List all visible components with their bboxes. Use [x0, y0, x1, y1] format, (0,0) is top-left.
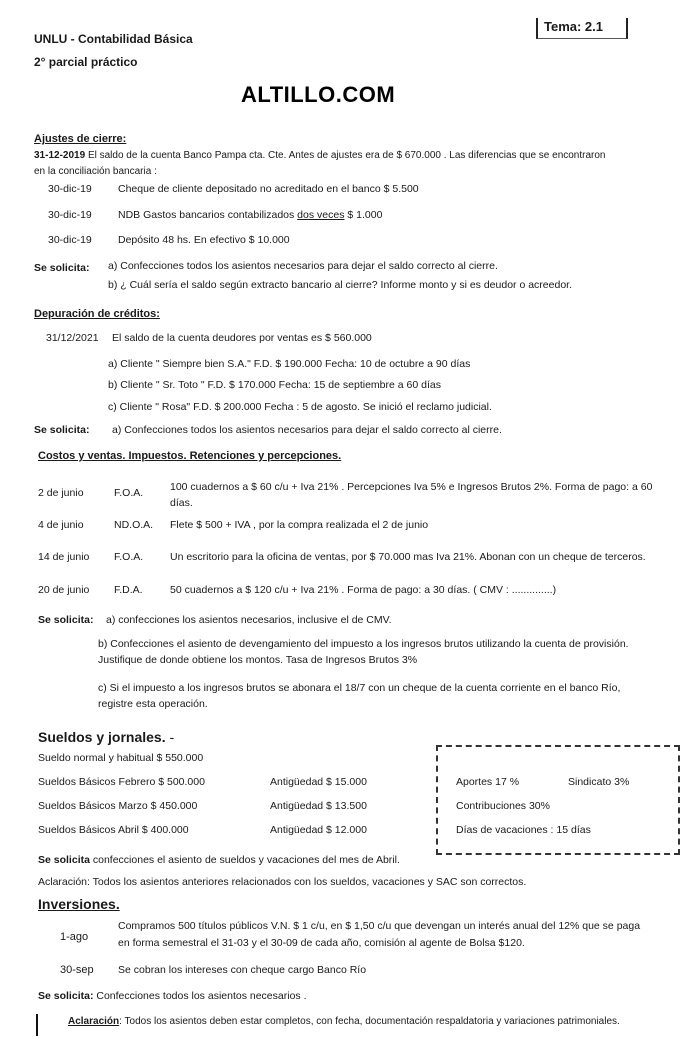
cliente-item: c) Cliente " Rosa" F.D. $ 200.000 Fecha : 5 de agosto. Se inició el reclamo judicial.	[108, 401, 492, 413]
ajustes-item-text-a: NDB Gastos bancarios contabilizados	[118, 209, 298, 221]
solicita-item-a: a) Confecciones todos los asientos necesarios para dejar el saldo correcto al cierre.	[112, 424, 502, 436]
solicita-label: Se solicita	[38, 854, 90, 866]
ajustes-item-date: 30-dic-19	[48, 183, 92, 195]
costos-row-text-cont: días.	[170, 497, 193, 509]
sueldo-normal: Sueldo normal y habitual $ 550.000	[38, 752, 204, 764]
ajustes-intro-date: 31-12-2019	[34, 150, 86, 161]
contribuciones-label: Contribuciones 30%	[456, 800, 550, 812]
cliente-item: b) Cliente " Sr. Toto " F.D. $ 170.000 Fecha: 15 de septiembre a 60 días	[108, 379, 441, 391]
sueldo-basico: Sueldos Básicos Abril $ 400.000	[38, 824, 189, 836]
inversion-row-date: 30-sep	[60, 964, 94, 976]
ajustes-item-date: 30-dic-19	[48, 209, 92, 221]
depuracion-date: 31/12/2021	[46, 332, 99, 344]
sueldos-aclaracion: Aclaración: Todos los asientos anteriores relacionados con los sueldos, vacaciones y SAC son correctos.	[38, 876, 527, 888]
tema-label: Tema: 2.1	[544, 19, 604, 34]
final-aclaracion-text: : Todos los asientos deben estar completos, con fecha, documentación respaldatoria y variaciones patrimoniales.	[119, 1016, 620, 1027]
inversiones-solicita	[38, 990, 307, 1002]
solicita-item-c: c) Si el impuesto a los ingresos brutos se abonara el 18/7 con un cheque de la cuenta corriente en el banco Río,	[98, 682, 621, 694]
costos-row-doc: F.D.A.	[114, 584, 143, 596]
final-aclaracion-label: Aclaración	[68, 1016, 120, 1027]
sueldos-title-text: Sueldos y jornales.	[38, 729, 166, 745]
solicita-label: Se solicita:	[38, 614, 94, 626]
costos-row-date: 2 de junio	[38, 487, 84, 499]
solicita-item-b: b) Confecciones el asiento de devengamiento del impuesto a los ingresos brutos utilizando la cuenta de provisión.	[98, 638, 629, 650]
solicita-text: Confecciones todos los asientos necesarios .	[93, 990, 307, 1002]
margin-bar	[36, 1014, 38, 1036]
ajustes-item-text-underlined: dos veces	[297, 209, 345, 221]
inversion-row-date: 1-ago	[60, 931, 89, 943]
site-watermark: ALTILLO.COM	[241, 82, 396, 107]
ajustes-item-text: Depósito 48 hs. En efectivo $ 10.000	[118, 234, 290, 246]
ajustes-item-text: Cheque de cliente depositado no acreditado en el banco $ 5.500	[118, 183, 419, 195]
costos-row-date: 14 de junio	[38, 551, 90, 563]
inversion-row-text-cont: en forma semestral el 31-03 y el 30-09 de cada año, comisión al agente de Bolsa $120.	[118, 937, 525, 949]
costos-row-date: 4 de junio	[38, 519, 84, 531]
depuracion-intro: El saldo de la cuenta deudores por ventas es $ 560.000	[112, 332, 372, 344]
ajustes-intro-cont: en la conciliación bancaria :	[34, 166, 157, 177]
ajustes-intro-text: El saldo de la cuenta Banco Pampa cta. Cte. Antes de ajustes era de $ 670.000 . Las diferencias que se encontraron	[87, 150, 606, 161]
sueldos-title-dash: -	[169, 729, 175, 745]
aportes-label: Aportes 17 %	[456, 776, 520, 788]
antiguedad: Antigüedad $ 15.000	[270, 776, 367, 788]
solicita-item-b: b) ¿ Cuál sería el saldo según extracto bancario al cierre? Informe monto y si es deudor o acreedor.	[108, 279, 572, 291]
solicita-item-c-cont: registre esta operación.	[98, 698, 208, 710]
sueldos-solicita	[38, 854, 400, 866]
antiguedad: Antigüedad $ 13.500	[270, 800, 367, 812]
section-title-depuracion: Depuración de créditos:	[34, 308, 160, 320]
cliente-item: a) Cliente " Siempre bien S.A." F.D. $ 190.000 Fecha: 10 de octubre a 90 días	[108, 358, 471, 370]
solicita-label: Se solicita:	[34, 424, 90, 436]
section-title-ajustes: Ajustes de cierre:	[34, 133, 127, 145]
vacaciones-label: Días de vacaciones : 15 días	[456, 824, 591, 836]
ajustes-item-text-b: $ 1.000	[344, 209, 383, 221]
antiguedad: Antigüedad $ 12.000	[270, 824, 367, 836]
ajustes-item-date: 30-dic-19	[48, 234, 92, 246]
costos-row-text: Flete $ 500 + IVA , por la compra realizada el 2 de junio	[170, 519, 429, 531]
institution-title: UNLU - Contabilidad Básica	[34, 32, 193, 46]
final-aclaracion	[68, 1016, 620, 1027]
ajustes-intro	[34, 150, 606, 161]
sueldo-basico: Sueldos Básicos Febrero $ 500.000	[38, 776, 205, 788]
solicita-text: confecciones el asiento de sueldos y vacaciones del mes de Abril.	[89, 854, 400, 866]
section-title-inversiones: Inversiones.	[38, 896, 120, 912]
solicita-item-a: a) Confecciones todos los asientos necesarios para dejar el saldo correcto al cierre.	[108, 260, 498, 272]
costos-row-doc: F.O.A.	[114, 551, 144, 563]
costos-row-text: Un escritorio para la oficina de ventas, por $ 70.000 mas Iva 21%. Abonan con un cheque de terceros.	[170, 551, 646, 563]
costos-row-text: 100 cuadernos a $ 60 c/u + Iva 21% . Percepciones Iva 5% e Ingresos Brutos 2%. Forma de pago: a 60	[170, 481, 653, 493]
costos-row-doc: F.O.A.	[114, 487, 144, 499]
costos-row-date: 20 de junio	[38, 584, 90, 596]
sindicato-label: Sindicato 3%	[568, 776, 630, 788]
costos-row-text: 50 cuadernos a $ 120 c/u + Iva 21% . Forma de pago: a 30 días. ( CMV : ..............)	[170, 584, 557, 596]
costos-row-doc: ND.O.A.	[114, 519, 154, 531]
inversion-row-text: Compramos 500 títulos públicos V.N. $ 1 c/u, en $ 1,50 c/u que devengan un interés anual del 12% que se paga	[118, 920, 641, 932]
exam-subtitle: 2° parcial práctico	[34, 55, 138, 69]
section-title-costos: Costos y ventas. Impuestos. Retenciones y percepciones.	[38, 450, 342, 462]
solicita-label: Se solicita:	[34, 262, 90, 274]
section-title-sueldos	[38, 729, 174, 745]
solicita-item-b-cont: Justifique de donde obtiene los montos. Tasa de Ingresos Brutos 3%	[98, 654, 418, 666]
tema-box	[536, 18, 628, 39]
solicita-item-a: a) confecciones los asientos necesarios, inclusive el de CMV.	[106, 614, 392, 626]
ajustes-item-text	[118, 209, 382, 221]
inversion-row-text: Se cobran los intereses con cheque cargo Banco Río	[118, 964, 367, 976]
solicita-label: Se solicita:	[38, 990, 94, 1002]
sueldo-basico: Sueldos Básicos Marzo $ 450.000	[38, 800, 198, 812]
